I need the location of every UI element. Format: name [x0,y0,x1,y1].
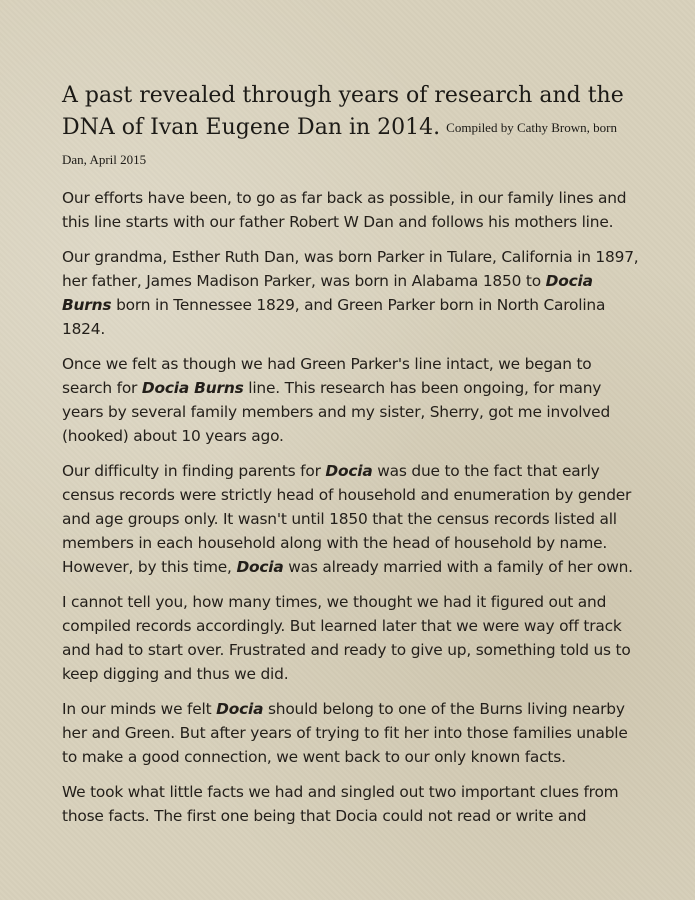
paragraph [62,352,642,448]
paragraph [62,590,642,686]
compiled-by-credit: Compiled by Cathy Brown, born Dan, April 2015 [62,120,617,167]
emphasized-name: Docia [325,462,373,480]
paragraph [62,186,642,234]
title-text: A past revealed through years of research and the DNA of Ivan Eugene Dan in 2014. [62,83,624,140]
document-title [62,80,642,176]
emphasized-name: Docia Burns [62,272,593,314]
paragraph-text: Our efforts have been, to go as far back as possible, in our family lines and this line starts with our father Robert W Dan and follows his mothers line. [62,189,627,231]
paragraph-text: line. This research has been ongoing, for many years by several family members and my sister, Sherry, got me involved (hooked) about 10 years ago. [62,379,611,445]
paragraph-text: born in Tennessee 1829, and Green Parker born in North Carolina 1824. [62,296,606,338]
emphasized-name: Docia Burns [141,379,244,397]
paragraph-text: Our difficulty in finding parents for [62,462,326,480]
paragraph-text: was due to the fact that early census records were strictly head of household and enumeration by gender and age groups only. It wasn't until 1850 that the census records listed all members in each household along with the head of household by name. However, by this time, [62,462,632,576]
paragraph [62,245,642,341]
emphasized-name: Docia [216,700,264,718]
paragraph-text: In our minds we felt [62,700,217,718]
body-text [62,186,642,828]
document-page [62,80,642,839]
paragraph [62,459,642,579]
emphasized-name: Docia [236,558,284,576]
paragraph-text: Once we felt as though we had Green Parker's line intact, we began to search for [62,355,592,397]
paragraph-text: was already married with a family of her own. [283,558,633,576]
paragraph-text: should belong to one of the Burns living nearby her and Green. But after years of trying to fit her into those families unable to make a good connection, we went back to our only known facts. [62,700,628,766]
paragraph [62,697,642,769]
paragraph [62,780,642,828]
paragraph-text: Our grandma, Esther Ruth Dan, was born Parker in Tulare, California in 1897, her father, James Madison Parker, was born in Alabama 1850 to [62,248,639,290]
paragraph-text: We took what little facts we had and singled out two important clues from those facts. The first one being that Docia could not read or write and [62,783,619,825]
paragraph-text: I cannot tell you, how many times, we thought we had it figured out and compiled records accordingly. But learned later that we were way off track and had to start over. Frustrated and ready to give up, something told us to keep digging and thus we did. [62,593,631,683]
